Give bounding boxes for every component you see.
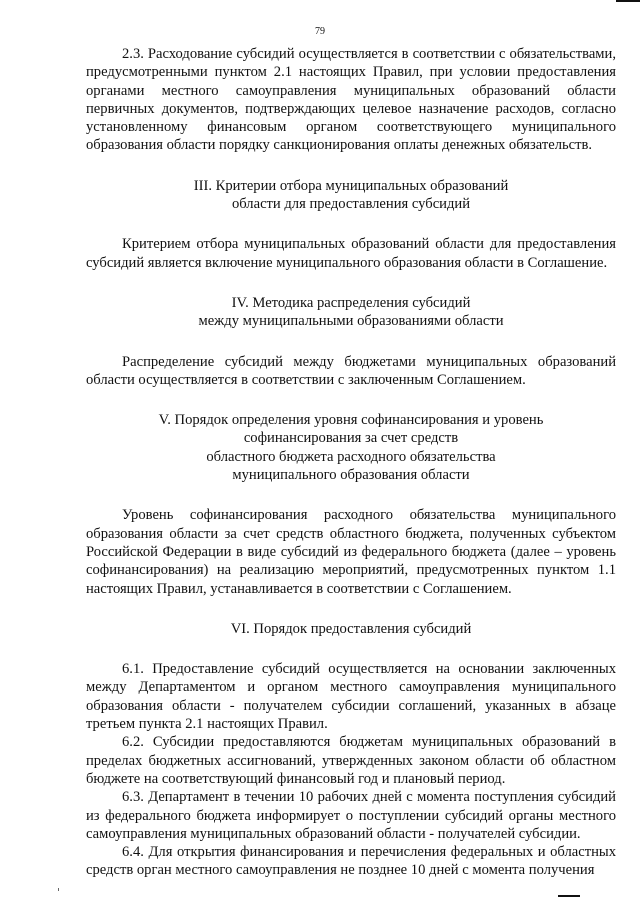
heading-line: областного бюджета расходного обязательства: [206, 448, 496, 465]
page-number: 79: [315, 26, 325, 37]
section-5-heading: [86, 411, 616, 484]
spacer: [86, 389, 616, 411]
heading-line: муниципального образования области: [232, 467, 470, 484]
paragraph-2-3: 2.3. Расходование субсидий осуществляется в соответствии с обязательствами, предусмотренными пунктом 2.1 настоящих Правил, при условии предоставления органами местного самоуправления муниципальных образований области первичных документов, подтверждающих целевое назначение расходов, согласно установленному финансовым органом соответствующего муниципального образования области порядку санкционирования оплаты денежных обязательств.: [86, 46, 616, 154]
scan-artifact: [58, 888, 59, 891]
paragraph-6-3: 6.3. Департамент в течении 10 рабочих дней с момента поступления субсидий из федерального бюджета информирует о поступлении субсидий органы местного самоуправления муниципальных образований области - получателей субсидии.: [86, 789, 616, 842]
spacer: [86, 213, 616, 235]
spacer: [86, 598, 616, 620]
scan-artifact: [616, 0, 640, 2]
spacer: [86, 155, 616, 177]
heading-line: IV. Методика распределения субсидий: [231, 294, 471, 311]
heading-line: софинансирования за счет средств: [243, 430, 459, 447]
paragraph-distribution: Распределение субсидий между бюджетами муниципальных образований области осуществляется в соответствии с заключенным Соглашением.: [86, 353, 616, 388]
heading-line: области для предоставления субсидий: [231, 196, 471, 213]
spacer: [86, 638, 616, 660]
spacer: [86, 272, 616, 294]
paragraph-criteria: Критерием отбора муниципальных образований области для предоставления субсидий является включение муниципального образования области в Соглашение.: [86, 236, 616, 271]
scan-artifact: [558, 895, 580, 897]
heading-line: V. Порядок определения уровня софинансирования и уровень: [158, 412, 544, 429]
paragraph-6-4: 6.4. Для открытия финансирования и перечисления федеральных и областных средств орган местного самоуправления не позднее 10 дней с момента получения: [86, 844, 616, 879]
section-4-heading: [86, 294, 616, 331]
heading-line: III. Критерии отбора муниципальных образований: [193, 177, 509, 194]
heading-line: между муниципальными образованиями области: [198, 313, 504, 330]
document-body: [86, 45, 616, 880]
spacer: [86, 331, 616, 353]
section-6-heading: [86, 620, 616, 638]
spacer: [86, 484, 616, 506]
section-3-heading: [86, 177, 616, 214]
heading-line: VI. Порядок предоставления субсидий: [230, 620, 472, 637]
paragraph-6-2: 6.2. Субсидии предоставляются бюджетам муниципальных образований в пределах бюджетных ассигнований, утвержденных законом области об областном бюджете на соответствующий финансовый год и плановый период.: [86, 734, 616, 787]
paragraph-6-1: 6.1. Предоставление субсидий осуществляется на основании заключенных между Департаментом и органом местного самоуправления муниципального образования области - получателем субсидии соглашений, указанных в абзаце третьем пункта 2.1 настоящих Правил.: [86, 661, 616, 733]
paragraph-cofinancing: Уровень софинансирования расходного обязательства муниципального образования области за счет средств областного бюджета, полученных субъектом Российской Федерации в виде субсидий из федерального бюджета (далее – уровень софинансирования) на реализацию мероприятий, предусмотренных пунктом 1.1 настоящих Правил, устанавливается в соответствии с Соглашением.: [86, 507, 616, 597]
